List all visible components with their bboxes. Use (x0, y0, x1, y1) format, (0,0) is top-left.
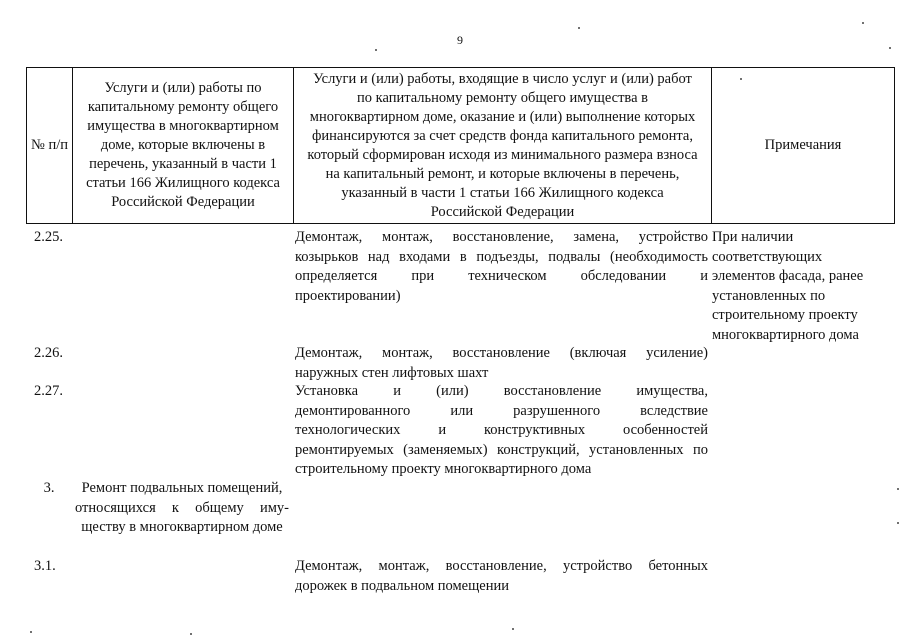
header-col-notes-label: Примечания (764, 137, 842, 153)
scan-speck (897, 488, 899, 490)
work-line: Демонтаж, монтаж, восстановление, устройство бетонных (295, 558, 708, 574)
note-line: соответствующих (712, 248, 823, 265)
header-service-line: капитальному ремонту общего (87, 99, 279, 115)
service-line: ществу в многоквартирном доме (81, 519, 283, 535)
scan-speck (190, 633, 192, 635)
row-work-text (295, 228, 708, 306)
work-line: козырьков над входами в подъезды, подвалы (необходимость (295, 248, 708, 265)
note-line: строительному проекту (712, 307, 858, 323)
note-line: При наличии (712, 229, 794, 245)
scan-speck (889, 47, 891, 49)
work-line: технологических и конструктивных особенностей (295, 422, 708, 438)
scan-speck (30, 631, 32, 633)
page-number: 9 (457, 33, 463, 47)
work-line: дорожек в подвальном помещении (295, 577, 509, 594)
header-col-notes (712, 68, 894, 223)
scan-speck (578, 27, 580, 29)
work-line: наружных стен лифтовых шахт (295, 364, 489, 381)
scan-speck (740, 78, 742, 80)
header-service-line: статьи 166 Жилищного кодекса (86, 175, 280, 191)
work-line: Демонтаж, монтаж, восстановление, замена, устройство (295, 229, 708, 245)
header-work-line: по капитальному ремонту общего имущества в (356, 89, 648, 106)
row-number: 2.25. (34, 229, 63, 245)
row-note-text (712, 228, 882, 345)
header-service-line: Услуги и (или) работы по (104, 80, 262, 96)
scan-speck (512, 628, 514, 630)
work-line: ремонтируемых (заменяемых) конструкций, установленных по (295, 441, 708, 458)
header-col-work (294, 68, 712, 223)
row-number: 3. (43, 480, 55, 496)
row-number: 2.27. (34, 383, 63, 399)
header-work-line: на капитальный ремонт, и которые включены в перечень, (325, 165, 680, 182)
note-line: многоквартирного дома (712, 326, 859, 343)
work-line: Демонтаж, монтаж, восстановление (включая усиление) (295, 345, 708, 361)
header-work-line: Услуги и (или) работы, входящие в число услуг и (или) работ (313, 70, 692, 87)
note-line: элементов фасада, ранее (712, 268, 864, 284)
header-col-number (27, 68, 73, 223)
row-service-text (75, 479, 289, 538)
row-number: 3.1. (34, 558, 56, 574)
service-line: относящихся к общему иму- (75, 499, 289, 516)
service-line: Ремонт подвальных помещений, (81, 480, 283, 496)
header-service-line: имущества в многоквартирном (87, 118, 279, 134)
header-service-line: перечень, указанный в части 1 (89, 156, 277, 172)
work-line: Установка и (или) восстановление имущества, (295, 383, 708, 399)
work-line: строительному проекту многоквартирного дома (295, 461, 592, 477)
row-work-text (295, 557, 708, 596)
scan-speck (862, 22, 864, 24)
header-work-line: Российской Федерации (430, 203, 575, 220)
row-work-text (295, 344, 708, 383)
table-header (26, 67, 895, 224)
row-work-text (295, 382, 708, 480)
header-work-line: многоквартирном доме, оказание и (или) выполнение которых (309, 108, 696, 125)
scan-speck (897, 522, 899, 524)
header-work-line: который сформирован исходя из минимального размера взноса (307, 146, 698, 163)
header-col-service (73, 68, 294, 223)
work-line: определяется при техническом обследовании и (295, 268, 708, 284)
header-service-line: Российской Федерации (111, 194, 255, 210)
note-line: установленных по (712, 287, 826, 304)
work-line: проектировании) (295, 287, 401, 304)
header-service-line: доме, которые включены в (100, 137, 266, 153)
header-work-line: финансируются за счет средств фонда капитального ремонта, (312, 127, 693, 144)
header-work-line: указанный в части 1 статьи 166 Жилищного кодекса (341, 184, 664, 201)
row-number: 2.26. (34, 345, 63, 361)
scan-speck (375, 49, 377, 51)
work-line: демонтированного или разрушенного вследствие (295, 402, 708, 419)
header-col-number-label: № п/п (30, 137, 68, 153)
